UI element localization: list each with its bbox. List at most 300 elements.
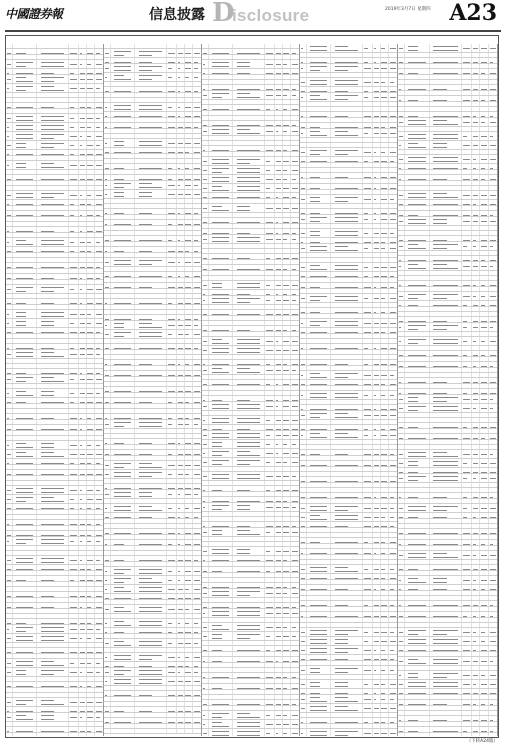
- table-cell: [135, 215, 167, 219]
- table-cell: [209, 136, 233, 140]
- table-cell: [135, 93, 167, 97]
- table-cell: [111, 148, 135, 152]
- text-line: [266, 239, 273, 240]
- text-line: [70, 79, 77, 80]
- table-cell: [177, 439, 185, 443]
- table-row: [104, 729, 201, 734]
- page-number: A23: [449, 0, 497, 26]
- table-cell: [87, 84, 96, 92]
- table-cell: [69, 693, 79, 697]
- table-cell: [95, 531, 103, 535]
- table-cell: [13, 546, 37, 550]
- table-row: [202, 184, 299, 193]
- table-cell: [135, 387, 167, 391]
- table-cell: [275, 213, 283, 217]
- table-cell: [209, 310, 233, 314]
- text-line: [16, 321, 26, 322]
- table-cell: [111, 236, 135, 240]
- text-line: [70, 136, 77, 137]
- table-cell: [275, 260, 283, 264]
- table-cell: [265, 127, 275, 135]
- table-cell: [275, 69, 283, 73]
- table-cell: [111, 321, 135, 329]
- table-cell: [265, 512, 275, 516]
- table-cell: [177, 529, 185, 533]
- table-cell: [283, 49, 292, 53]
- text-line: [41, 539, 65, 540]
- table-cell: [265, 116, 275, 120]
- table-cell: [209, 391, 233, 395]
- text-line: [114, 645, 132, 646]
- table-cell: [111, 445, 135, 449]
- table-cell: [202, 271, 209, 275]
- table-cell: [185, 112, 194, 116]
- table-cell: [135, 529, 167, 533]
- table-cell: [6, 576, 13, 580]
- text-line: [276, 179, 281, 180]
- table-cell: [87, 693, 96, 697]
- text-line: [16, 381, 26, 382]
- table-cell: [291, 386, 299, 390]
- table-cell: [135, 628, 167, 632]
- table-cell: [193, 484, 201, 488]
- text-line: [168, 643, 172, 644]
- text-line: [70, 499, 74, 500]
- text-line: [283, 208, 289, 209]
- table-cell: [95, 375, 103, 383]
- table-row: [104, 330, 201, 339]
- table-cell: [167, 82, 177, 86]
- table-cell: [167, 404, 177, 408]
- text-line: [87, 672, 93, 673]
- table-cell: [87, 175, 96, 179]
- table-cell: [275, 157, 283, 165]
- text-line: [96, 165, 102, 166]
- table-cell: [283, 486, 292, 490]
- table-cell: [111, 190, 135, 198]
- table-cell: [177, 204, 185, 208]
- table-cell: [265, 91, 275, 99]
- table-cell: [209, 44, 233, 48]
- table-cell: [79, 546, 87, 550]
- table-cell: [291, 49, 299, 53]
- table-cell: [265, 386, 275, 390]
- table-cell: [37, 60, 69, 68]
- table-cell: [135, 691, 167, 695]
- table-cell: [193, 490, 201, 498]
- table-cell: [167, 540, 177, 544]
- table-cell: [104, 226, 111, 230]
- text-line: [203, 453, 206, 454]
- table-row: [6, 285, 103, 294]
- text-line: [114, 260, 132, 261]
- table-cell: [87, 211, 96, 215]
- table-cell: [265, 396, 275, 400]
- table-cell: [202, 425, 209, 429]
- table-cell: [79, 515, 87, 519]
- text-line: [276, 188, 281, 189]
- table-cell: [111, 697, 135, 701]
- text-line: [7, 289, 11, 290]
- text-line: [70, 88, 77, 89]
- table-cell: [291, 141, 299, 145]
- text-line: [114, 621, 124, 622]
- table-cell: [275, 326, 283, 330]
- table-cell: [209, 141, 233, 145]
- text-line: [212, 352, 230, 353]
- table-cell: [177, 551, 185, 555]
- table-cell: [167, 697, 177, 701]
- table-cell: [13, 123, 37, 131]
- table-cell: [87, 217, 96, 221]
- table-cell: [209, 184, 233, 192]
- text-line: [212, 302, 230, 303]
- table-cell: [185, 139, 194, 147]
- table-cell: [87, 659, 96, 667]
- table-cell: [6, 476, 13, 480]
- table-cell: [104, 551, 111, 555]
- table-cell: [111, 729, 135, 733]
- table-cell: [185, 504, 194, 512]
- table-cell: [95, 526, 103, 530]
- table-cell: [135, 461, 167, 469]
- table-cell: [6, 592, 13, 596]
- table-cell: [104, 450, 111, 454]
- table-cell: [291, 326, 299, 330]
- table-cell: [79, 556, 87, 564]
- table-cell: [265, 146, 275, 150]
- table-cell: [6, 233, 13, 237]
- table-cell: [69, 707, 79, 711]
- text-line: [114, 506, 132, 507]
- text-line: [41, 316, 65, 317]
- table-cell: [185, 398, 194, 402]
- table-cell: [13, 441, 37, 449]
- table-cell: [135, 377, 167, 381]
- table-cell: [13, 565, 37, 569]
- table-cell: [167, 707, 177, 711]
- table-cell: [69, 659, 79, 667]
- table-cell: [275, 366, 283, 374]
- text-line: [194, 107, 200, 108]
- table-cell: [79, 682, 87, 686]
- table-cell: [202, 136, 209, 140]
- table-cell: [167, 215, 177, 219]
- text-line: [178, 107, 181, 108]
- text-line: [203, 285, 207, 286]
- table-cell: [37, 350, 69, 358]
- table-cell: [291, 458, 299, 466]
- table-cell: [69, 389, 79, 397]
- table-cell: [95, 280, 103, 284]
- table-cell: [79, 425, 87, 429]
- table-row: [6, 733, 103, 736]
- text-line: [80, 672, 83, 673]
- table-cell: [275, 229, 283, 233]
- table-cell: [6, 450, 13, 458]
- text-line: [203, 131, 207, 132]
- text-line: [178, 262, 181, 263]
- table-cell: [291, 235, 299, 243]
- text-line: [168, 609, 175, 610]
- text-line: [41, 287, 65, 288]
- table-cell: [95, 222, 103, 226]
- text-line: [266, 532, 270, 533]
- text-line: [185, 657, 188, 658]
- text-line: [276, 406, 279, 407]
- table-cell: [177, 470, 185, 478]
- text-line: [7, 445, 10, 446]
- table-cell: [87, 576, 96, 580]
- table-cell: [111, 409, 135, 413]
- table-cell: [202, 166, 209, 174]
- table-cell: [135, 87, 167, 91]
- table-cell: [111, 93, 135, 97]
- text-line: [276, 64, 281, 65]
- table-cell: [265, 380, 275, 384]
- text-line: [70, 127, 74, 128]
- table-cell: [283, 380, 292, 384]
- table-cell: [193, 93, 201, 97]
- text-line: [139, 145, 163, 146]
- text-line: [203, 444, 207, 445]
- table-cell: [79, 109, 87, 113]
- text-line: [96, 499, 102, 500]
- table-cell: [185, 729, 194, 733]
- text-line: [87, 314, 90, 315]
- text-line: [194, 643, 197, 644]
- table-cell: [135, 484, 167, 488]
- table-cell: [202, 69, 209, 73]
- text-line: [96, 323, 102, 324]
- table-cell: [185, 181, 194, 189]
- table-cell: [69, 294, 79, 298]
- table-cell: [95, 233, 103, 237]
- table-cell: [283, 360, 292, 364]
- table-cell: [275, 431, 283, 439]
- table-row: [202, 472, 299, 481]
- table-cell: [111, 439, 135, 443]
- table-cell: [209, 199, 233, 203]
- table-cell: [177, 242, 185, 246]
- table-cell: [177, 653, 185, 661]
- table-cell: [202, 111, 209, 115]
- table-cell: [104, 49, 111, 57]
- table-cell: [87, 227, 96, 231]
- table-cell: [193, 215, 201, 219]
- text-line: [16, 90, 26, 91]
- table-cell: [79, 339, 87, 343]
- text-line: [139, 683, 163, 684]
- table-cell: [202, 249, 209, 253]
- text-line: [41, 704, 65, 705]
- table-row: [104, 490, 201, 499]
- text-line: [16, 312, 26, 313]
- table-cell: [275, 512, 283, 516]
- table-cell: [69, 369, 79, 373]
- table-cell: [265, 332, 275, 336]
- table-cell: [185, 653, 194, 661]
- table-cell: [275, 175, 283, 183]
- table-cell: [13, 634, 37, 642]
- table-cell: [167, 294, 177, 298]
- text-line: [212, 210, 230, 211]
- table-cell: [291, 472, 299, 480]
- table-cell: [177, 499, 185, 503]
- text-line: [7, 79, 11, 80]
- table-cell: [291, 321, 299, 325]
- table-cell: [167, 253, 177, 257]
- text-line: [237, 422, 261, 423]
- table-cell: [185, 44, 194, 48]
- table-cell: [79, 603, 87, 607]
- text-line: [185, 589, 188, 590]
- table-cell: [193, 98, 201, 102]
- table-cell: [104, 190, 111, 198]
- table-cell: [13, 344, 37, 348]
- text-line: [178, 474, 183, 475]
- text-line: [114, 573, 124, 574]
- table-cell: [13, 688, 37, 692]
- table-cell: [95, 93, 103, 97]
- table-cell: [233, 391, 265, 395]
- table-cell: [167, 199, 177, 203]
- table-cell: [104, 272, 111, 276]
- table-cell: [79, 698, 87, 706]
- table-cell: [37, 109, 69, 113]
- table-cell: [13, 404, 37, 408]
- table-cell: [167, 175, 177, 179]
- table-cell: [95, 619, 103, 623]
- table-cell: [167, 258, 177, 266]
- table-cell: [13, 693, 37, 697]
- text-line: [80, 289, 83, 290]
- text-line: [7, 541, 10, 542]
- table-cell: [104, 439, 111, 443]
- text-line: [16, 631, 26, 632]
- table-cell: [283, 467, 292, 471]
- text-line: [16, 316, 26, 317]
- table-cell: [291, 467, 299, 471]
- table-cell: [202, 497, 209, 501]
- table-cell: [135, 360, 167, 364]
- table-cell: [283, 60, 292, 68]
- table-cell: [79, 247, 87, 251]
- table-cell: [233, 492, 265, 496]
- table-cell: [233, 127, 265, 135]
- text-line: [96, 354, 99, 355]
- text-line: [237, 190, 261, 191]
- table-cell: [87, 206, 96, 210]
- text-line: [41, 163, 54, 164]
- table-cell: [233, 316, 265, 320]
- table-cell: [69, 359, 79, 363]
- text-line: [87, 323, 90, 324]
- text-line: [292, 435, 298, 436]
- text-line: [178, 68, 181, 69]
- table-cell: [283, 136, 292, 140]
- table-cell: [177, 691, 185, 695]
- table-cell: [185, 315, 194, 319]
- table-cell: [87, 170, 96, 174]
- table-cell: [104, 139, 111, 147]
- table-cell: [79, 688, 87, 692]
- table-cell: [283, 517, 292, 521]
- table-cell: [135, 315, 167, 319]
- table-cell: [13, 93, 37, 97]
- table-cell: [193, 73, 201, 81]
- table-row: [6, 495, 103, 504]
- table-row: [6, 141, 103, 150]
- table-cell: [185, 470, 194, 478]
- table-cell: [291, 528, 299, 536]
- table-cell: [111, 215, 135, 219]
- table-cell: [283, 481, 292, 485]
- table-cell: [135, 562, 167, 566]
- table-cell: [95, 206, 103, 210]
- table-cell: [95, 285, 103, 293]
- table-cell: [202, 265, 209, 269]
- text-line: [212, 478, 230, 479]
- table-cell: [209, 528, 233, 536]
- table-cell: [135, 662, 167, 666]
- table-cell: [87, 587, 96, 591]
- table-cell: [177, 366, 185, 370]
- text-line: [178, 657, 181, 658]
- table-cell: [13, 191, 37, 199]
- text-line: [7, 64, 11, 65]
- table-cell: [111, 668, 135, 676]
- text-line: [16, 640, 34, 641]
- table-cell: [69, 206, 79, 210]
- table-cell: [104, 529, 111, 533]
- table-cell: [185, 529, 194, 533]
- table-cell: [69, 191, 79, 199]
- text-line: [283, 406, 289, 407]
- table-cell: [283, 116, 292, 120]
- table-cell: [13, 263, 37, 267]
- table-row: [6, 486, 103, 495]
- section-title-chinese: 信息披露: [149, 4, 205, 24]
- table-cell: [167, 387, 177, 391]
- text-line: [237, 181, 261, 182]
- table-cell: [37, 156, 69, 160]
- table-cell: [265, 346, 275, 354]
- table-cell: [167, 439, 177, 443]
- text-line: [178, 494, 181, 495]
- table-cell: [69, 592, 79, 596]
- text-line: [194, 143, 200, 144]
- table-cell: [13, 515, 37, 519]
- table-cell: [69, 310, 79, 318]
- table-cell: [135, 204, 167, 208]
- text-line: [194, 681, 200, 682]
- text-line: [237, 62, 250, 63]
- table-cell: [291, 512, 299, 516]
- table-cell: [283, 218, 292, 222]
- table-cell: [104, 445, 111, 449]
- table-cell: [104, 123, 111, 127]
- text-line: [80, 195, 83, 196]
- table-cell: [135, 619, 167, 627]
- table-cell: [79, 677, 87, 681]
- table-cell: [167, 360, 177, 364]
- table-cell: [87, 571, 96, 575]
- table-cell: [79, 132, 87, 140]
- table-cell: [193, 49, 201, 57]
- table-cell: [79, 294, 87, 298]
- text-line: [16, 197, 34, 198]
